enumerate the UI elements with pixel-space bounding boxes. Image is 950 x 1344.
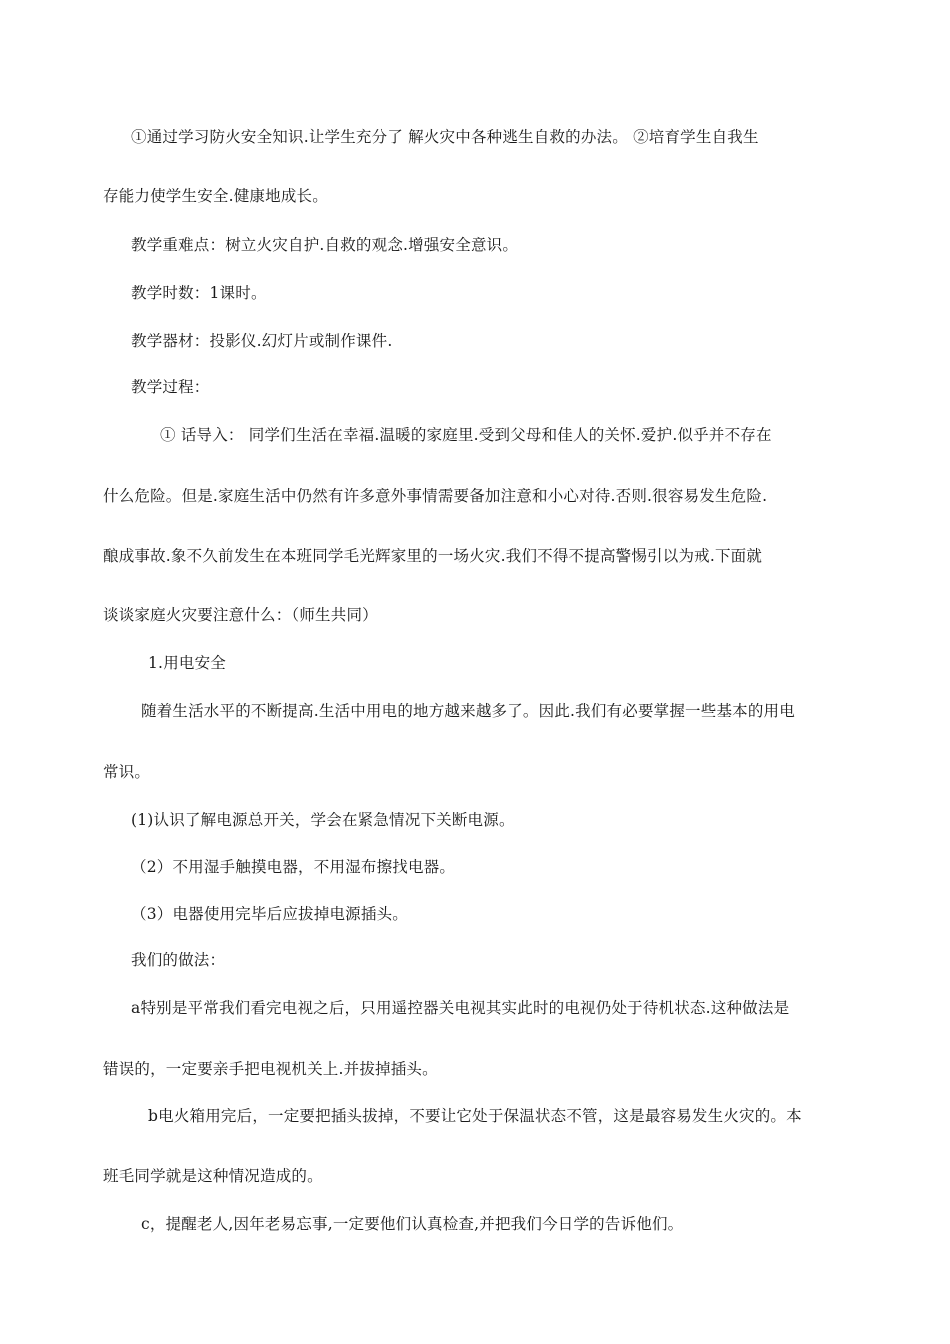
intro-line-4: 谈谈家庭火灾要注意什么：（师生共同） xyxy=(103,606,378,624)
practice-b-line-2: 班毛同学就是这种情况造成的。 xyxy=(103,1167,323,1185)
intro-line-1: ① 话导入： 同学们生活在幸福.温暖的家庭里.受到父母和佳人的关怀.爱护.似乎并不存在 xyxy=(160,426,772,444)
rule-item-2: （2）不用湿手触摸电器，不用湿布擦找电器。 xyxy=(131,858,456,876)
practice-a-line-2: 错误的，一定要亲手把电视机关上.并拔掉插头。 xyxy=(103,1060,438,1078)
objective-line-2: 存能力使学生安全.健康地成长。 xyxy=(103,187,328,205)
class-hours-line: 教学时数：1课时。 xyxy=(131,284,267,302)
key-points-line: 教学重难点：树立火灾自护.自救的观念.增强安全意识。 xyxy=(131,236,519,254)
practice-b-line-1: b电火箱用完后，一定要把插头拔掉，不要让它处于保温状态不管，这是最容易发生火灾的。本 xyxy=(148,1107,802,1125)
rule-item-1: (1)认识了解电源总开关，学会在紧急情况下关断电源。 xyxy=(131,811,515,829)
intro-line-3: 酿成事故.象不久前发生在本班同学毛光辉家里的一场火灾.我们不得不提高警惕引以为戒.下面就 xyxy=(103,547,763,565)
teaching-equipment-line: 教学器材：投影仪.幻灯片或制作课件. xyxy=(131,332,393,350)
section-heading-electricity: 1.用电安全 xyxy=(148,654,226,672)
rule-item-3: （3）电器使用完毕后应拔掉电源插头。 xyxy=(131,905,408,923)
our-practice-heading: 我们的做法： xyxy=(131,951,226,969)
practice-c-line: c，提醒老人,因年老易忘事,一定要他们认真检查,并把我们今日学的告诉他们。 xyxy=(141,1215,684,1233)
electricity-para-line-1: 随着生活水平的不断提高.生活中用电的地方越来越多了。因此.我们有必要掌握一些基本的用电 xyxy=(141,702,795,720)
practice-a-line-1: a特别是平常我们看完电视之后，只用遥控器关电视其实此时的电视仍处于待机状态.这种做法是 xyxy=(131,999,790,1017)
electricity-para-line-2: 常识。 xyxy=(103,763,151,781)
objective-line-1: ①通过学习防火安全知识.让学生充分了 解火灾中各种逃生自救的办法。 ②培育学生自我生 xyxy=(131,128,759,146)
intro-line-2: 什么危险。但是.家庭生活中仍然有许多意外事情需要备加注意和小心对待.否则.很容易发生危险. xyxy=(103,487,768,505)
teaching-process-heading: 教学过程： xyxy=(131,378,210,396)
